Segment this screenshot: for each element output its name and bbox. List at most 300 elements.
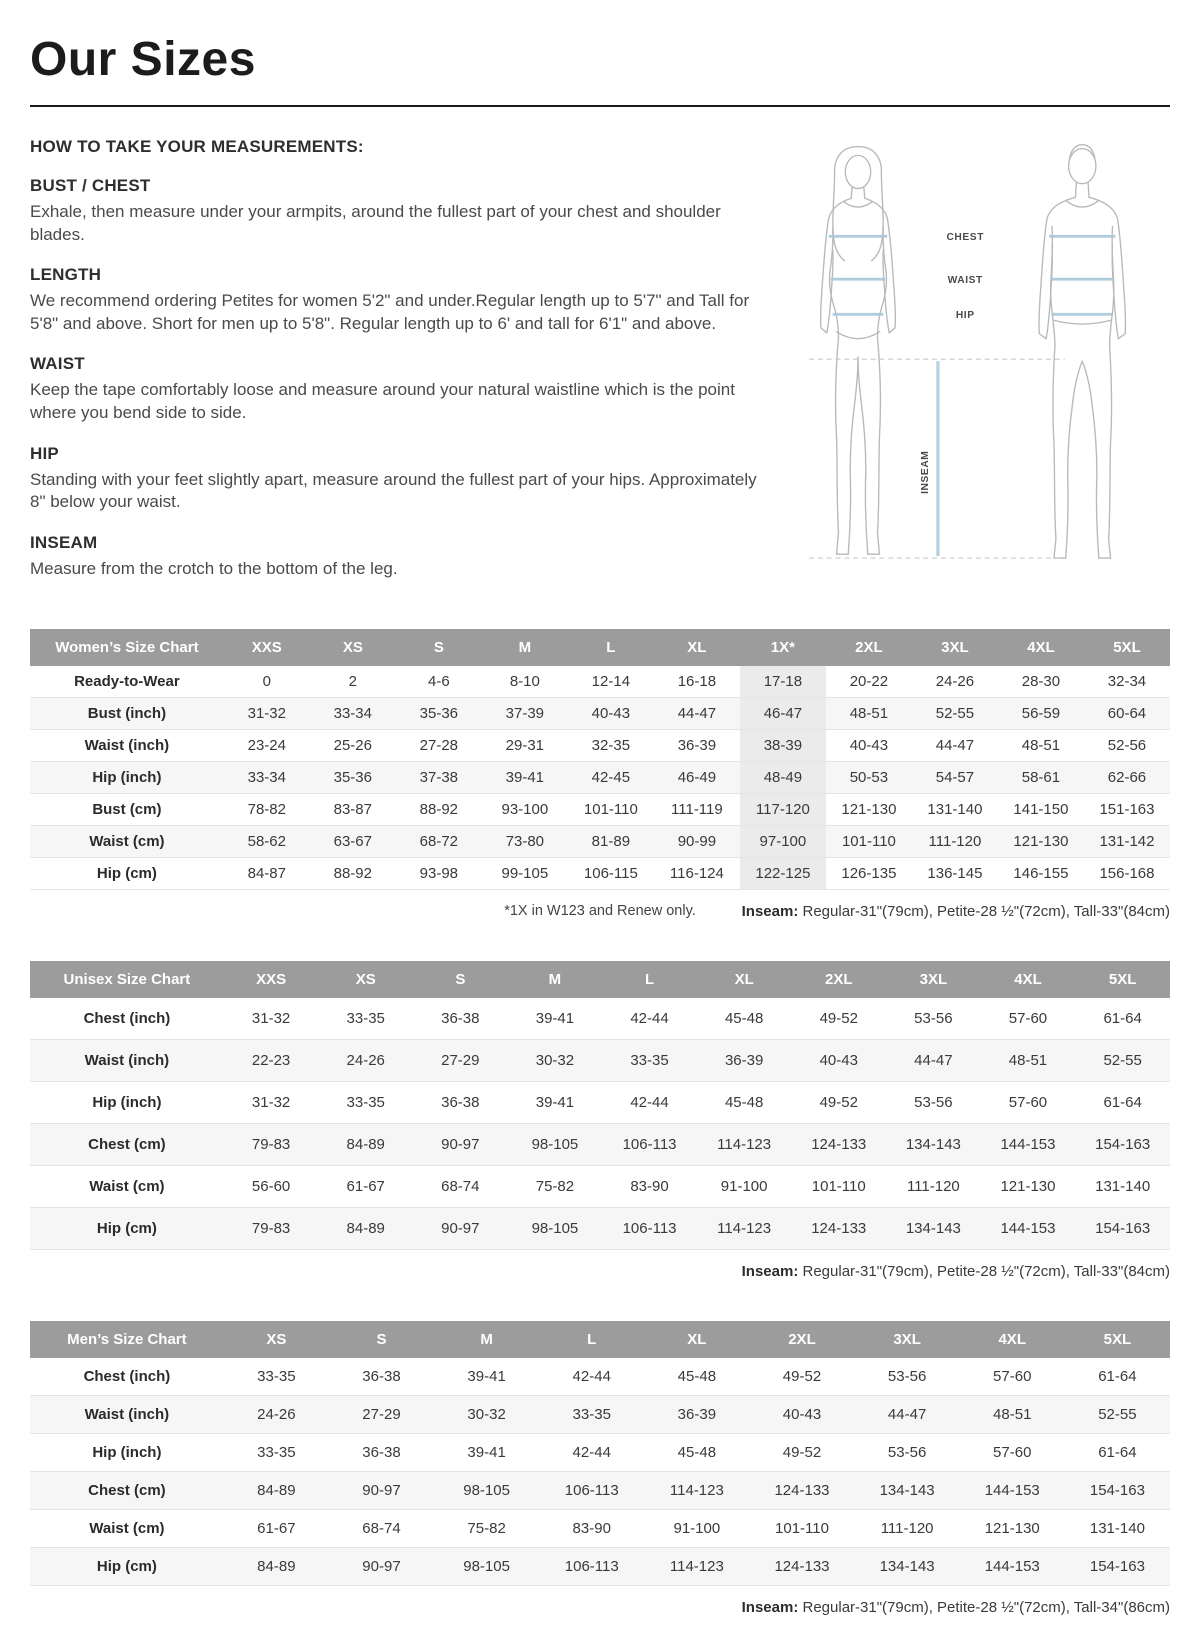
size-cell: 156-168 (1084, 858, 1170, 890)
size-cell: 30-32 (508, 1040, 603, 1082)
size-cell: 45-48 (697, 1082, 792, 1124)
size-column-header: S (396, 629, 482, 666)
instructions-heading: HOW TO TAKE YOUR MEASUREMENTS: (30, 137, 364, 156)
header-row (30, 1321, 1170, 1358)
instruction-bust-chest (30, 176, 766, 246)
size-cell: 20-22 (826, 666, 912, 698)
inseam-guides (809, 359, 1064, 558)
row-label: Bust (inch) (30, 698, 224, 730)
size-cell: 48-51 (826, 698, 912, 730)
size-cell: 141-150 (998, 794, 1084, 826)
row-label: Hip (inch) (30, 1082, 224, 1124)
instruction-body: Keep the tape comfortably loose and measure around your natural waistline which is the point where you bend side to side. (30, 380, 735, 423)
size-cell: 101-110 (791, 1166, 886, 1208)
size-cell: 111-119 (654, 794, 740, 826)
size-cell: 81-89 (568, 826, 654, 858)
instruction-body: We recommend ordering Petites for women 5'2" and under.Regular length up to 5'7" and Tall for 5'8" and above. Short for men up to 5'8". Regular length up to 6' and tall for 6'1" and above. (30, 291, 750, 333)
size-cell: 84-89 (224, 1472, 329, 1510)
size-cell: 79-83 (224, 1208, 319, 1250)
size-cell: 39-41 (508, 998, 603, 1040)
size-cell: 42-44 (602, 1082, 697, 1124)
size-cell: 27-29 (329, 1396, 434, 1434)
size-column-header: 2XL (791, 961, 886, 998)
size-column-header: 5XL (1084, 629, 1170, 666)
size-cell: 84-89 (224, 1548, 329, 1586)
size-cell: 83-90 (539, 1510, 644, 1548)
body-measurement-diagram (780, 133, 1170, 591)
row-label: Waist (inch) (30, 730, 224, 762)
size-cell: 101-110 (568, 794, 654, 826)
size-cell: 2 (310, 666, 396, 698)
size-cell: 4-6 (396, 666, 482, 698)
size-cell: 154-163 (1075, 1208, 1170, 1250)
size-column-header: XS (310, 629, 396, 666)
size-cell: 90-97 (413, 1124, 508, 1166)
size-column-header: XL (654, 629, 740, 666)
size-cell: 17-18 (740, 666, 826, 698)
size-cell: 0 (224, 666, 310, 698)
size-cell: 36-38 (329, 1434, 434, 1472)
size-column-header: 1X* (740, 629, 826, 666)
table-footnotes (30, 1263, 1170, 1283)
size-cell: 44-47 (912, 730, 998, 762)
table-row (30, 1472, 1170, 1510)
size-cell: 40-43 (826, 730, 912, 762)
instruction-body: Measure from the crotch to the bottom of the leg. (30, 558, 398, 578)
size-cell: 31-32 (224, 998, 319, 1040)
inseam-label: INSEAM (920, 450, 932, 494)
size-column-header: XXS (224, 961, 319, 998)
size-column-header: XXS (224, 629, 310, 666)
size-cell: 48-51 (960, 1396, 1065, 1434)
size-cell: 33-34 (310, 698, 396, 730)
row-label: Waist (inch) (30, 1040, 224, 1082)
male-figure-outline (1039, 145, 1126, 558)
size-column-header: 2XL (749, 1321, 854, 1358)
size-cell: 134-143 (886, 1208, 981, 1250)
size-column-header: 3XL (912, 629, 998, 666)
female-figure-outline (821, 147, 896, 555)
size-column-header: XL (644, 1321, 749, 1358)
size-cell: 44-47 (886, 1040, 981, 1082)
size-cell: 90-99 (654, 826, 740, 858)
inseam-footnote: Inseam: Regular-31"(79cm), Petite-28 ½"(72cm), Tall-34"(86cm) (741, 1599, 1170, 1616)
size-cell: 154-163 (1065, 1472, 1170, 1510)
size-cell: 33-35 (602, 1040, 697, 1082)
title-divider (30, 105, 1170, 107)
size-cell: 39-41 (482, 762, 568, 794)
row-label: Waist (cm) (30, 826, 224, 858)
size-column-header: 5XL (1075, 961, 1170, 998)
size-cell: 44-47 (654, 698, 740, 730)
instruction-waist (30, 354, 766, 424)
size-cell: 88-92 (310, 858, 396, 890)
size-cell: 53-56 (855, 1358, 960, 1396)
size-cell: 39-41 (508, 1082, 603, 1124)
size-cell: 36-39 (697, 1040, 792, 1082)
size-cell: 131-140 (1075, 1166, 1170, 1208)
size-cell: 33-34 (224, 762, 310, 794)
size-cell: 131-140 (1065, 1510, 1170, 1548)
size-cell: 134-143 (855, 1472, 960, 1510)
size-cell: 33-35 (539, 1396, 644, 1434)
size-cell: 131-142 (1084, 826, 1170, 858)
size-column-header: M (508, 961, 603, 998)
table-row (30, 1124, 1170, 1166)
size-cell: 124-133 (791, 1124, 886, 1166)
size-cell: 93-100 (482, 794, 568, 826)
size-cell: 101-110 (749, 1510, 854, 1548)
size-cell: 50-53 (826, 762, 912, 794)
size-cell: 98-105 (508, 1208, 603, 1250)
size-cell: 30-32 (434, 1396, 539, 1434)
hip-label: HIP (955, 310, 975, 322)
instruction-length (30, 265, 766, 335)
size-cell: 91-100 (644, 1510, 749, 1548)
size-cell: 154-163 (1075, 1124, 1170, 1166)
size-column-header: XS (318, 961, 413, 998)
instructions-column (30, 133, 766, 591)
size-cell: 42-44 (602, 998, 697, 1040)
table-row (30, 730, 1170, 762)
size-cell: 61-67 (318, 1166, 413, 1208)
size-cell: 49-52 (791, 998, 886, 1040)
size-column-header: L (539, 1321, 644, 1358)
size-cell: 25-26 (310, 730, 396, 762)
size-cell: 97-100 (740, 826, 826, 858)
size-cell: 124-133 (749, 1472, 854, 1510)
size-cell: 93-98 (396, 858, 482, 890)
size-cell: 45-48 (697, 998, 792, 1040)
size-cell: 56-60 (224, 1166, 319, 1208)
size-cell: 52-56 (1084, 730, 1170, 762)
table-row (30, 1434, 1170, 1472)
size-cell: 111-120 (855, 1510, 960, 1548)
size-cell: 44-47 (855, 1396, 960, 1434)
row-label: Hip (inch) (30, 1434, 224, 1472)
table-footnotes (30, 1599, 1170, 1619)
row-label: Hip (cm) (30, 858, 224, 890)
size-cell: 58-62 (224, 826, 310, 858)
size-cell: 57-60 (960, 1434, 1065, 1472)
size-cell: 52-55 (1065, 1396, 1170, 1434)
size-table (30, 629, 1170, 890)
table-row (30, 1166, 1170, 1208)
table-row (30, 1358, 1170, 1396)
size-cell: 88-92 (396, 794, 482, 826)
size-cell: 36-38 (413, 1082, 508, 1124)
row-label: Hip (inch) (30, 762, 224, 794)
measurement-instructions-section (30, 133, 1170, 591)
size-cell: 40-43 (791, 1040, 886, 1082)
size-cell: 106-115 (568, 858, 654, 890)
table-row (30, 1082, 1170, 1124)
table-row (30, 1208, 1170, 1250)
table-title: Men’s Size Chart (30, 1321, 224, 1358)
row-label: Chest (inch) (30, 998, 224, 1040)
table-row (30, 794, 1170, 826)
size-cell: 122-125 (740, 858, 826, 890)
size-cell: 151-163 (1084, 794, 1170, 826)
size-column-header: 3XL (855, 1321, 960, 1358)
size-cell: 32-34 (1084, 666, 1170, 698)
size-table (30, 961, 1170, 1250)
instruction-inseam (30, 533, 766, 581)
waist-label: WAIST (947, 275, 983, 287)
size-cell: 42-44 (539, 1434, 644, 1472)
table-row (30, 666, 1170, 698)
instruction-title: BUST / CHEST (30, 176, 151, 195)
instruction-hip (30, 444, 766, 514)
size-cell: 24-26 (224, 1396, 329, 1434)
size-cell: 57-60 (960, 1358, 1065, 1396)
size-cell: 33-35 (318, 998, 413, 1040)
unisex-size-chart-block (30, 961, 1170, 1283)
size-cell: 53-56 (855, 1434, 960, 1472)
size-cell: 114-123 (697, 1124, 792, 1166)
size-cell: 106-113 (539, 1548, 644, 1586)
size-cell: 146-155 (998, 858, 1084, 890)
inseam-footnote: Inseam: Regular-31"(79cm), Petite-28 ½"(72cm), Tall-33"(84cm) (741, 903, 1170, 920)
size-column-header: 4XL (960, 1321, 1065, 1358)
size-cell: 144-153 (981, 1124, 1076, 1166)
table-row (30, 1040, 1170, 1082)
size-cell: 45-48 (644, 1358, 749, 1396)
size-cell: 124-133 (749, 1548, 854, 1586)
table-row (30, 1510, 1170, 1548)
table-row (30, 858, 1170, 890)
size-cell: 90-97 (329, 1472, 434, 1510)
size-column-header: 4XL (998, 629, 1084, 666)
size-cell: 39-41 (434, 1358, 539, 1396)
size-cell: 68-74 (329, 1510, 434, 1548)
size-column-header: S (329, 1321, 434, 1358)
size-cell: 73-80 (482, 826, 568, 858)
size-cell: 83-87 (310, 794, 396, 826)
size-cell: 24-26 (912, 666, 998, 698)
size-cell: 52-55 (912, 698, 998, 730)
size-cell: 91-100 (697, 1166, 792, 1208)
size-cell: 36-38 (413, 998, 508, 1040)
size-cell: 49-52 (791, 1082, 886, 1124)
size-cell: 22-23 (224, 1040, 319, 1082)
size-cell: 61-64 (1065, 1434, 1170, 1472)
size-cell: 68-74 (413, 1166, 508, 1208)
size-cell: 134-143 (886, 1124, 981, 1166)
size-cell: 98-105 (508, 1124, 603, 1166)
row-label: Waist (cm) (30, 1166, 224, 1208)
size-cell: 116-124 (654, 858, 740, 890)
size-cell: 36-38 (329, 1358, 434, 1396)
size-cell: 106-113 (539, 1472, 644, 1510)
size-column-header: L (602, 961, 697, 998)
size-cell: 61-67 (224, 1510, 329, 1548)
table-row (30, 762, 1170, 794)
size-cell: 37-38 (396, 762, 482, 794)
size-cell: 31-32 (224, 698, 310, 730)
size-cell: 84-89 (318, 1208, 413, 1250)
size-cell: 121-130 (960, 1510, 1065, 1548)
size-cell: 61-64 (1075, 998, 1170, 1040)
size-cell: 90-97 (413, 1208, 508, 1250)
instruction-title: WAIST (30, 354, 85, 374)
row-label: Waist (cm) (30, 1510, 224, 1548)
size-cell: 124-133 (791, 1208, 886, 1250)
table-title: Unisex Size Chart (30, 961, 224, 998)
size-cell: 114-123 (644, 1548, 749, 1586)
size-cell: 84-89 (318, 1124, 413, 1166)
size-cell: 42-45 (568, 762, 654, 794)
mens-size-chart-block (30, 1321, 1170, 1619)
womens-size-chart-block (30, 629, 1170, 923)
size-cell: 144-153 (960, 1472, 1065, 1510)
size-cell: 37-39 (482, 698, 568, 730)
size-cell: 58-61 (998, 762, 1084, 794)
instruction-title: HIP (30, 443, 59, 463)
size-cell: 27-28 (396, 730, 482, 762)
size-column-header: XS (224, 1321, 329, 1358)
size-cell: 28-30 (998, 666, 1084, 698)
size-column-header: 3XL (886, 961, 981, 998)
size-cell: 111-120 (886, 1166, 981, 1208)
size-cell: 35-36 (310, 762, 396, 794)
size-cell: 154-163 (1065, 1548, 1170, 1586)
size-cell: 39-41 (434, 1434, 539, 1472)
row-label: Ready-to-Wear (30, 666, 224, 698)
size-cell: 106-113 (602, 1208, 697, 1250)
size-cell: 57-60 (981, 998, 1076, 1040)
size-column-header: 5XL (1065, 1321, 1170, 1358)
instruction-body: Exhale, then measure under your armpits, around the fullest part of your chest and shoulder blades. (30, 202, 721, 244)
size-column-header: S (413, 961, 508, 998)
size-cell: 144-153 (960, 1548, 1065, 1586)
size-cell: 31-32 (224, 1082, 319, 1124)
size-cell: 12-14 (568, 666, 654, 698)
size-cell: 38-39 (740, 730, 826, 762)
size-cell: 114-123 (644, 1472, 749, 1510)
size-cell: 99-105 (482, 858, 568, 890)
size-cell: 27-29 (413, 1040, 508, 1082)
size-cell: 49-52 (749, 1434, 854, 1472)
size-cell: 134-143 (855, 1548, 960, 1586)
size-cell: 48-51 (981, 1040, 1076, 1082)
size-cell: 57-60 (981, 1082, 1076, 1124)
size-cell: 144-153 (981, 1208, 1076, 1250)
size-cell: 68-72 (396, 826, 482, 858)
size-cell: 42-44 (539, 1358, 644, 1396)
size-cell: 101-110 (826, 826, 912, 858)
size-cell: 46-49 (654, 762, 740, 794)
row-label: Bust (cm) (30, 794, 224, 826)
size-cell: 46-47 (740, 698, 826, 730)
size-cell: 29-31 (482, 730, 568, 762)
size-cell: 23-24 (224, 730, 310, 762)
size-cell: 48-49 (740, 762, 826, 794)
instruction-title: INSEAM (30, 532, 98, 552)
size-cell: 48-51 (998, 730, 1084, 762)
size-cell: 84-87 (224, 858, 310, 890)
size-cell: 40-43 (568, 698, 654, 730)
chest-label: CHEST (946, 232, 985, 244)
size-cell: 53-56 (886, 998, 981, 1040)
size-cell: 83-90 (602, 1166, 697, 1208)
size-cell: 36-39 (644, 1396, 749, 1434)
size-table (30, 1321, 1170, 1586)
size-cell: 117-120 (740, 794, 826, 826)
size-cell: 52-55 (1075, 1040, 1170, 1082)
row-label: Chest (cm) (30, 1472, 224, 1510)
size-cell: 60-64 (1084, 698, 1170, 730)
size-cell: 75-82 (508, 1166, 603, 1208)
instruction-body: Standing with your feet slightly apart, measure around the fullest part of your hips. Approximately 8" below your waist. (30, 469, 757, 512)
page-title: Our Sizes (30, 33, 256, 86)
size-cell: 36-39 (654, 730, 740, 762)
diagram-labels (920, 232, 984, 494)
size-cell: 78-82 (224, 794, 310, 826)
size-column-header: L (568, 629, 654, 666)
size-cell: 49-52 (749, 1358, 854, 1396)
size-cell: 106-113 (602, 1124, 697, 1166)
size-cell: 32-35 (568, 730, 654, 762)
table-row (30, 1396, 1170, 1434)
size-cell: 75-82 (434, 1510, 539, 1548)
size-cell: 61-64 (1065, 1358, 1170, 1396)
table-footnotes (30, 903, 1170, 923)
table-row (30, 826, 1170, 858)
size-cell: 90-97 (329, 1548, 434, 1586)
row-label: Waist (inch) (30, 1396, 224, 1434)
asterisk-footnote: *1X in W123 and Renew only. (504, 903, 696, 919)
size-cell: 24-26 (318, 1040, 413, 1082)
size-cell: 56-59 (998, 698, 1084, 730)
size-cell: 53-56 (886, 1082, 981, 1124)
size-cell: 79-83 (224, 1124, 319, 1166)
size-cell: 54-57 (912, 762, 998, 794)
size-column-header: 4XL (981, 961, 1076, 998)
size-cell: 98-105 (434, 1548, 539, 1586)
size-cell: 33-35 (318, 1082, 413, 1124)
size-cell: 131-140 (912, 794, 998, 826)
size-cell: 62-66 (1084, 762, 1170, 794)
inseam-footnote: Inseam: Regular-31"(79cm), Petite-28 ½"(72cm), Tall-33"(84cm) (741, 1263, 1170, 1280)
size-cell: 121-130 (826, 794, 912, 826)
size-cell: 136-145 (912, 858, 998, 890)
table-row (30, 1548, 1170, 1586)
header-row (30, 629, 1170, 666)
table-row (30, 998, 1170, 1040)
row-label: Hip (cm) (30, 1208, 224, 1250)
size-cell: 16-18 (654, 666, 740, 698)
size-cell: 35-36 (396, 698, 482, 730)
instruction-title: LENGTH (30, 265, 102, 285)
size-cell: 121-130 (998, 826, 1084, 858)
size-column-header: M (434, 1321, 539, 1358)
row-label: Chest (inch) (30, 1358, 224, 1396)
size-cell: 45-48 (644, 1434, 749, 1472)
size-cell: 40-43 (749, 1396, 854, 1434)
row-label: Hip (cm) (30, 1548, 224, 1586)
size-cell: 8-10 (482, 666, 568, 698)
measurement-diagram-svg (780, 139, 1170, 591)
size-cell: 114-123 (697, 1208, 792, 1250)
size-cell: 63-67 (310, 826, 396, 858)
size-cell: 111-120 (912, 826, 998, 858)
table-row (30, 698, 1170, 730)
size-column-header: XL (697, 961, 792, 998)
size-cell: 126-135 (826, 858, 912, 890)
table-title: Women’s Size Chart (30, 629, 224, 666)
size-cell: 33-35 (224, 1434, 329, 1472)
